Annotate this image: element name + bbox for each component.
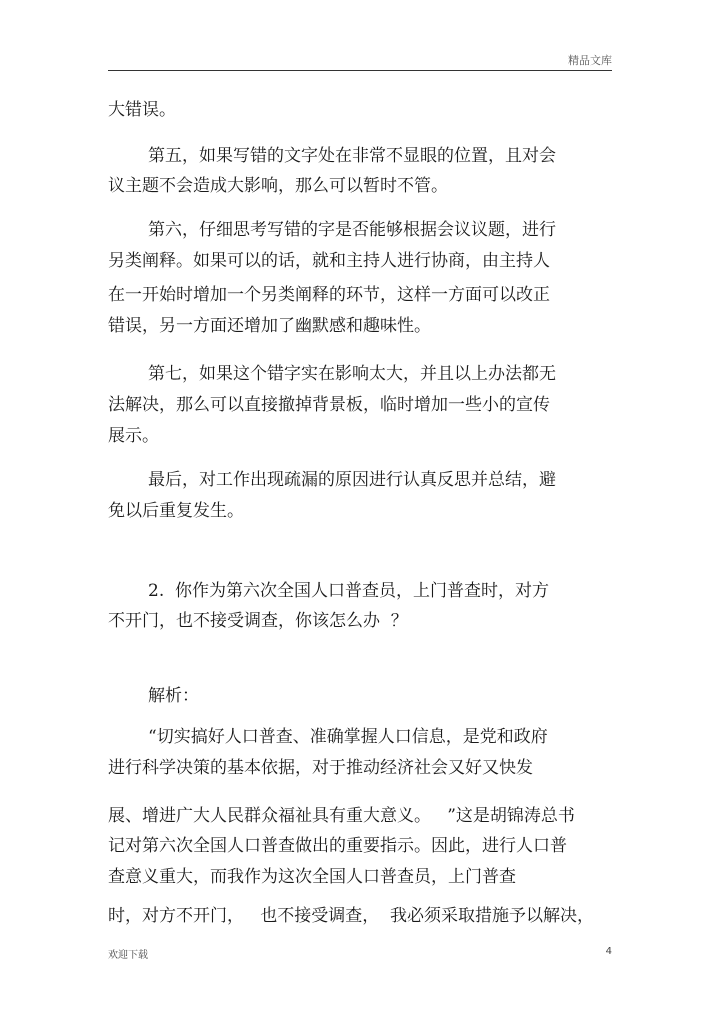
body-line: 展、增进广大人民群众福祉具有重大意义。 ”这是胡锦涛总书	[108, 806, 575, 826]
body-line: 大错误。	[108, 100, 176, 120]
body-line: 议主题不会造成大影响，那么可以暂时不管。	[108, 176, 448, 196]
body-line: 另类阐释。如果可以的话，就和主持人进行协商，由主持人	[108, 251, 550, 271]
body-line: 在一开始时增加一个另类阐释的环节，这样一方面可以改正	[108, 285, 550, 305]
body-line: 第六，仔细思考写错的字是否能够根据会议议题，进行	[148, 220, 556, 240]
body-line: 错误，另一方面还增加了幽默感和趣味性。	[108, 316, 431, 336]
question-line: 2. 你作为第六次全国人口普查员，上门普查时，对方	[148, 581, 550, 601]
header-divider	[108, 70, 612, 71]
body-line: 展示。	[108, 426, 159, 446]
footer-label: 欢迎下载	[108, 950, 148, 961]
page-number: 4	[605, 946, 612, 957]
body-line: 法解决，那么可以直接撤掉背景板，临时增加一些小的宣传	[108, 395, 550, 415]
body-line: 第七，如果这个错字实在影响太大，并且以上办法都无	[148, 364, 556, 384]
body-line: “切实搞好人口普查、准确掌握人口信息，是党和政府	[148, 727, 548, 747]
body-line: 进行科学决策的基本依据，对于推动经济社会又好又快发	[108, 758, 533, 778]
body-line: 免以后重复发生。	[108, 501, 244, 521]
body-line: 时，对方不开门， 也不接受调查， 我必须采取措施予以解决，	[108, 906, 595, 926]
body-line: 第五，如果写错的文字处在非常不显眼的位置，且对会	[148, 146, 556, 166]
analysis-heading: 解析：	[148, 686, 199, 706]
body-line: 记对第六次全国人口普查做出的重要指示。因此，进行人口普	[108, 836, 567, 856]
header-label: 精品文库	[568, 54, 612, 67]
question-line: 不开门，也不接受调查，你该怎么办 ？	[108, 611, 408, 631]
body-line: 最后，对工作出现疏漏的原因进行认真反思并总结，避	[148, 470, 556, 490]
body-line: 查意义重大，而我作为这次全国人口普查员，上门普查	[108, 867, 516, 887]
